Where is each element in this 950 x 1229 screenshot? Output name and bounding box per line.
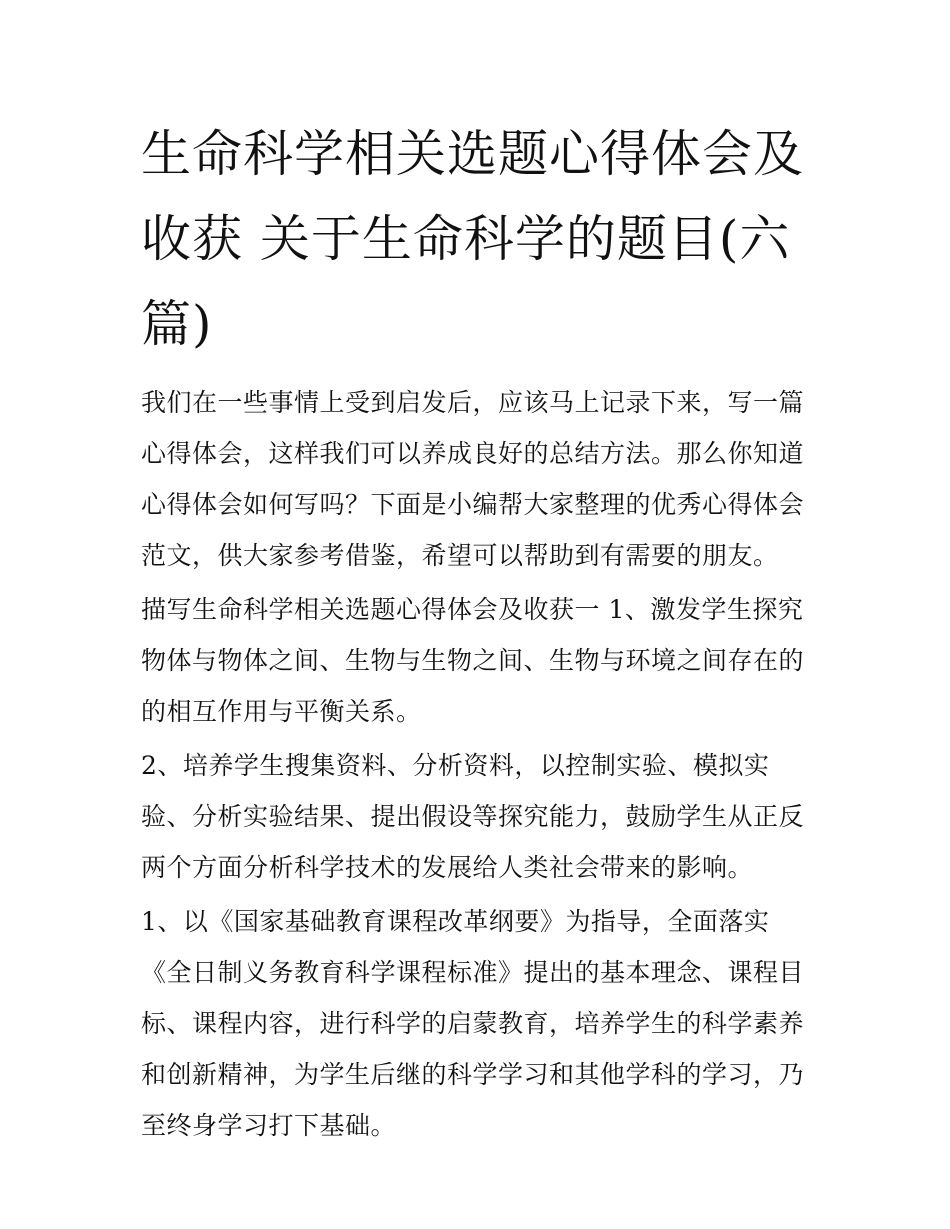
- item-one-paragraph: 1、以《国家基础教育课程改革纲要》为指导，全面落实《全日制义务教育科学课程标准》提出的基本理念、课程目标、课程内容，进行科学的启蒙教育，培养学生的科学素养和创新精神，为学生后继的科学学习和其他学科的学习，乃至终身学习打下基础。: [141, 907, 805, 1140]
- section-one-paragraph: 描写生命科学相关选题心得体会及收获一 1、激发学生探究物体与物体之间、生物与生物之间、生物与环境之间存在的的相互作用与平衡关系。: [141, 595, 805, 726]
- intro-paragraph: 我们在一些事情上受到启发后，应该马上记录下来，写一篇心得体会，这样我们可以养成良好的总结方法。那么你知道心得体会如何写吗？下面是小编帮大家整理的优秀心得体会范文，供大家参考借鉴，希望可以帮助到有需要的朋友。: [141, 388, 805, 570]
- document-title: 生命科学相关选题心得体会及收获 关于生命科学的题目(六篇): [141, 125, 804, 353]
- item-two-paragraph: 2、培养学生搜集资料、分析资料，以控制实验、模拟实验、分析实验结果、提出假设等探究能力，鼓励学生从正反两个方面分析科学技术的发展给人类社会带来的影响。: [141, 751, 805, 882]
